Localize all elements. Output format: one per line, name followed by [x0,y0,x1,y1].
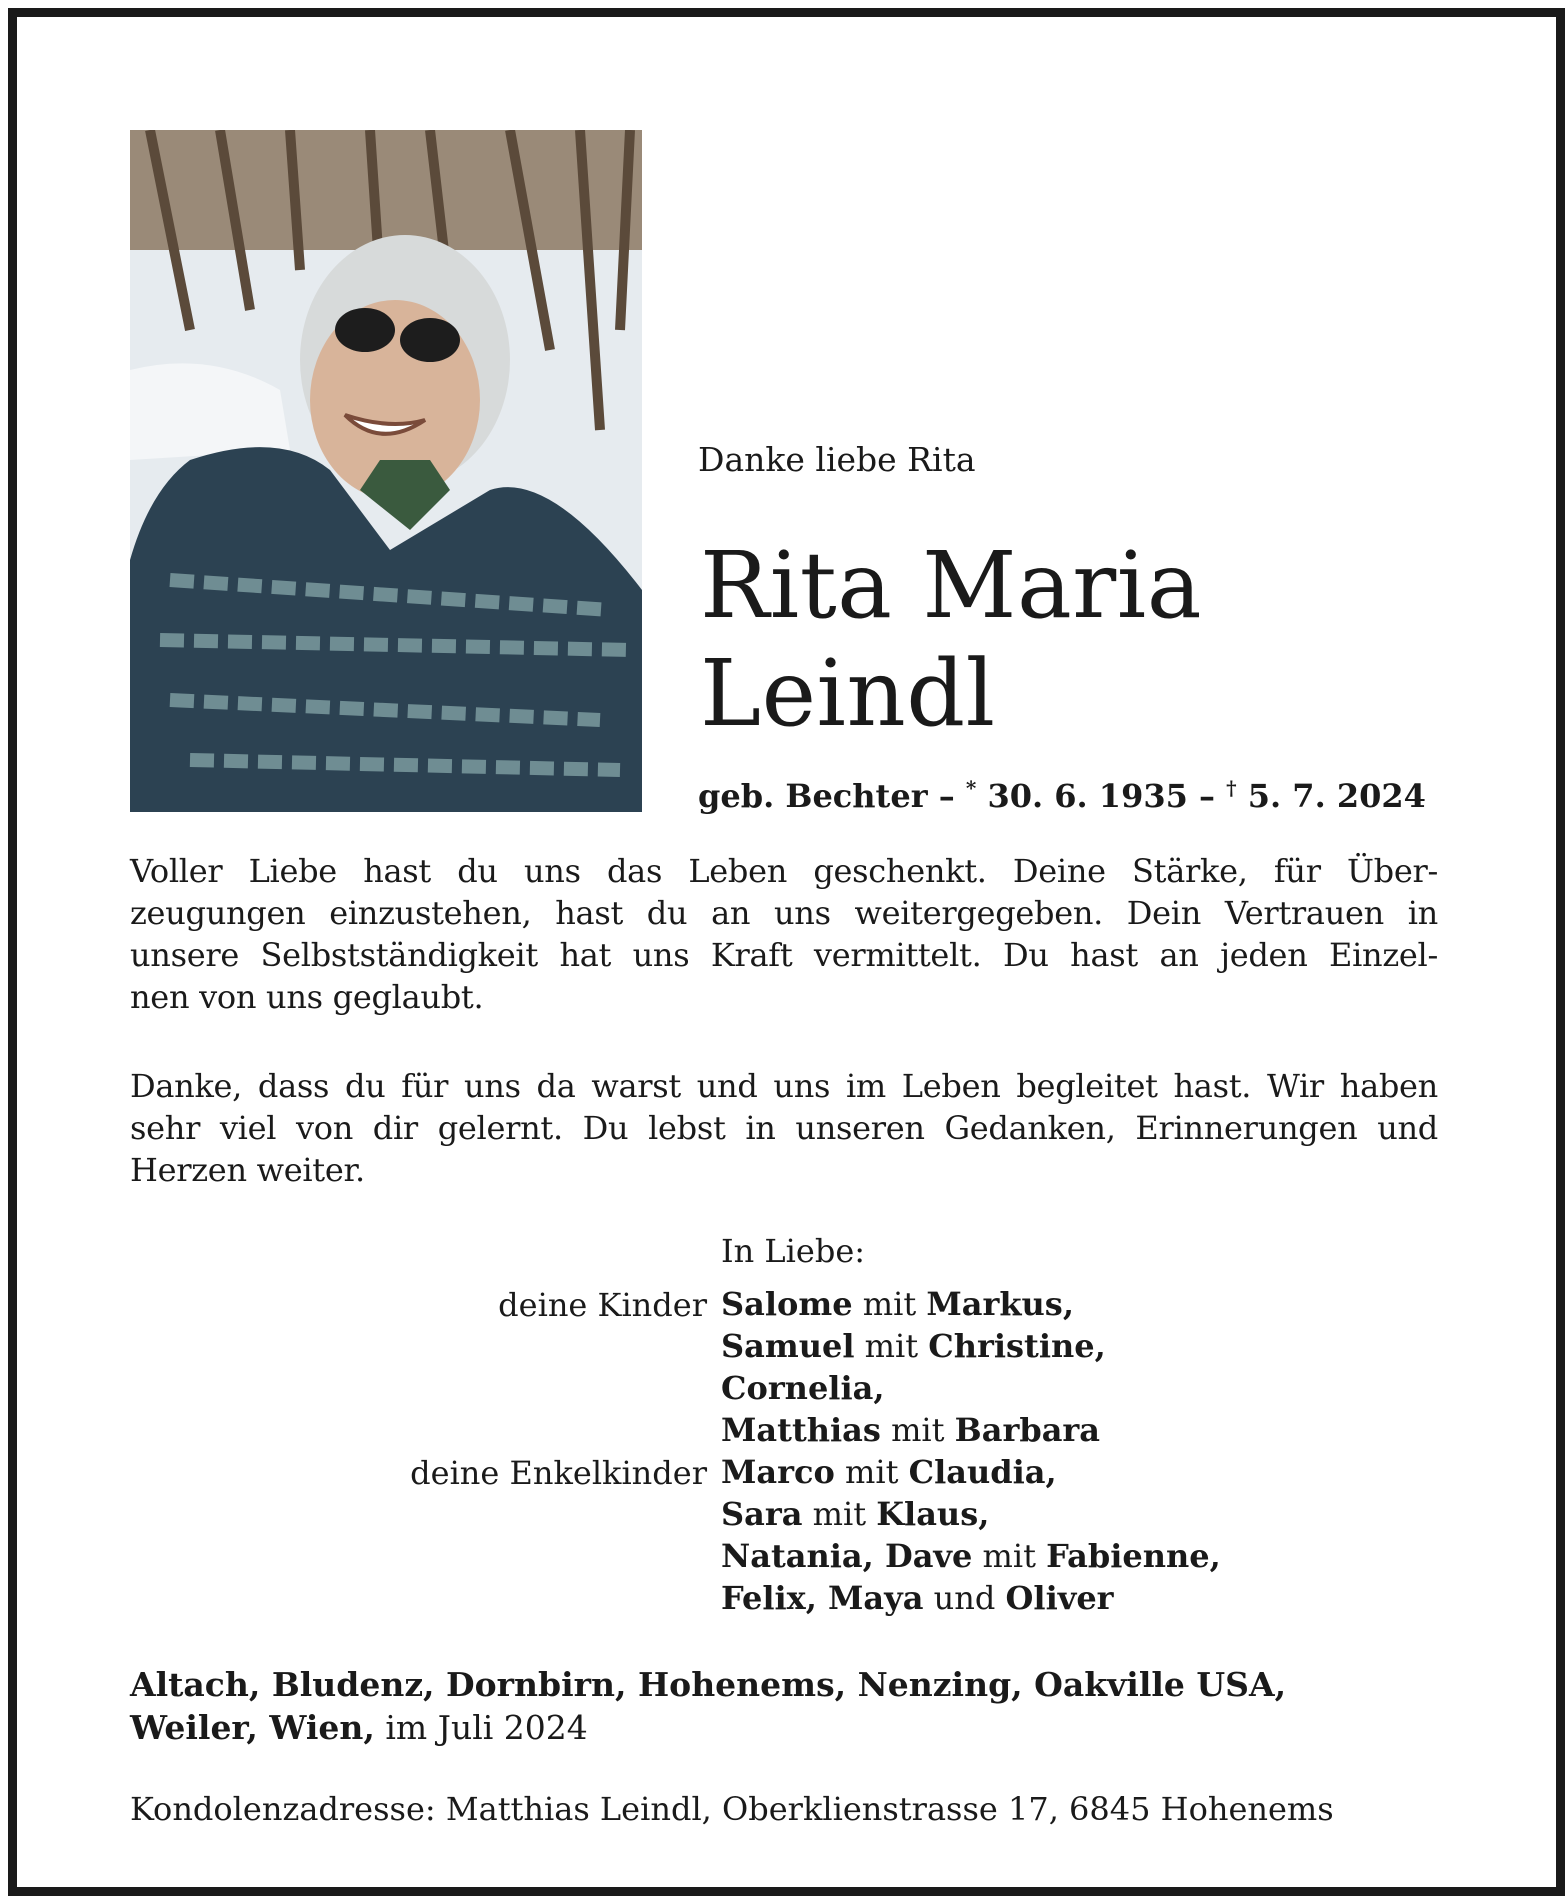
family-name: Markus, [926,1285,1074,1323]
family-name: Felix, Maya [721,1579,924,1617]
date-text: im Juli 2024 [374,1708,588,1747]
family-line [721,1367,1106,1409]
mit-word: mit [812,1495,867,1533]
paragraph-line: unsere Selbstständigkeit hat uns Kraft vermittelt. Du hast an jeden Einzel- [130,936,1438,974]
family-line [721,1283,1106,1325]
portrait-photo [130,130,642,812]
maiden-name: geb. Bechter – [698,777,966,815]
name-line-2: Leindl [700,640,996,747]
family-name: Samuel [721,1327,855,1365]
family-name: Klaus, [876,1495,990,1533]
family-name: Fabienne, [1046,1537,1221,1575]
family-name: Salome [721,1285,853,1323]
family-intro: In Liebe: [721,1232,866,1270]
family-line [721,1451,1221,1493]
family-line [721,1535,1221,1577]
deceased-name [700,532,1202,748]
paragraph-2 [130,1065,1438,1191]
family-name: Matthias [721,1411,881,1449]
family-line [721,1409,1106,1451]
death-symbol: † [1226,776,1237,800]
children-list [721,1283,1106,1451]
family-name: Cornelia, [721,1369,885,1407]
death-date: 5. 7. 2024 [1236,777,1426,815]
family-line [721,1493,1221,1535]
children-label: deine Kinder [498,1286,707,1324]
mit-word: mit [862,1285,917,1323]
paragraph-line: Voller Liebe hast du uns das Leben geschenkt. Deine Stärke, für Über- [130,852,1438,890]
grandchildren-label: deine Enkelkinder [410,1454,707,1492]
mit-word: mit [982,1537,1036,1575]
mit-word: mit [891,1411,945,1449]
family-name: Marco [721,1453,835,1491]
life-dates [698,776,1426,815]
birth-date: 30. 6. 1935 – [976,777,1227,815]
subtitle: Danke liebe Rita [698,440,976,479]
family-name: Claudia, [908,1453,1057,1491]
paragraph-line: zeugungen einzustehen, hast du an uns weitergegeben. Dein Vertrauen in [130,894,1438,932]
family-name: Barbara [954,1411,1101,1449]
family-name: Natania, Dave [721,1537,973,1575]
paragraph-line: Danke, dass du für uns da warst und uns im Leben begleitet hast. Wir haben [130,1067,1438,1105]
name-line-1: Rita Maria [700,532,1203,639]
places-line-2: Weiler, Wien, [130,1708,375,1747]
family-name: Oliver [1005,1579,1114,1617]
paragraph-1 [130,850,1438,1018]
places-and-date [130,1663,1286,1749]
grandchildren-list [721,1451,1221,1619]
family-name: Christine, [928,1327,1106,1365]
places-line-1: Altach, Bludenz, Dornbirn, Hohenems, Nenzing, Oakville USA, [130,1665,1287,1704]
mit-word: mit [864,1327,919,1365]
condolence-address: Kondolenzadresse: Matthias Leindl, Oberklienstrasse 17, 6845 Hohenems [130,1790,1334,1828]
family-line [721,1325,1106,1367]
und-word: und [933,1579,996,1617]
family-line [721,1577,1221,1619]
paragraph-line: nen von uns geglaubt. [130,978,484,1016]
family-name: Sara [721,1495,803,1533]
paragraph-line: Herzen weiter. [130,1151,365,1189]
birth-symbol: * [965,776,977,800]
mit-word: mit [845,1453,899,1491]
paragraph-line: sehr viel von dir gelernt. Du lebst in unseren Gedanken, Erinnerungen und [130,1109,1438,1147]
